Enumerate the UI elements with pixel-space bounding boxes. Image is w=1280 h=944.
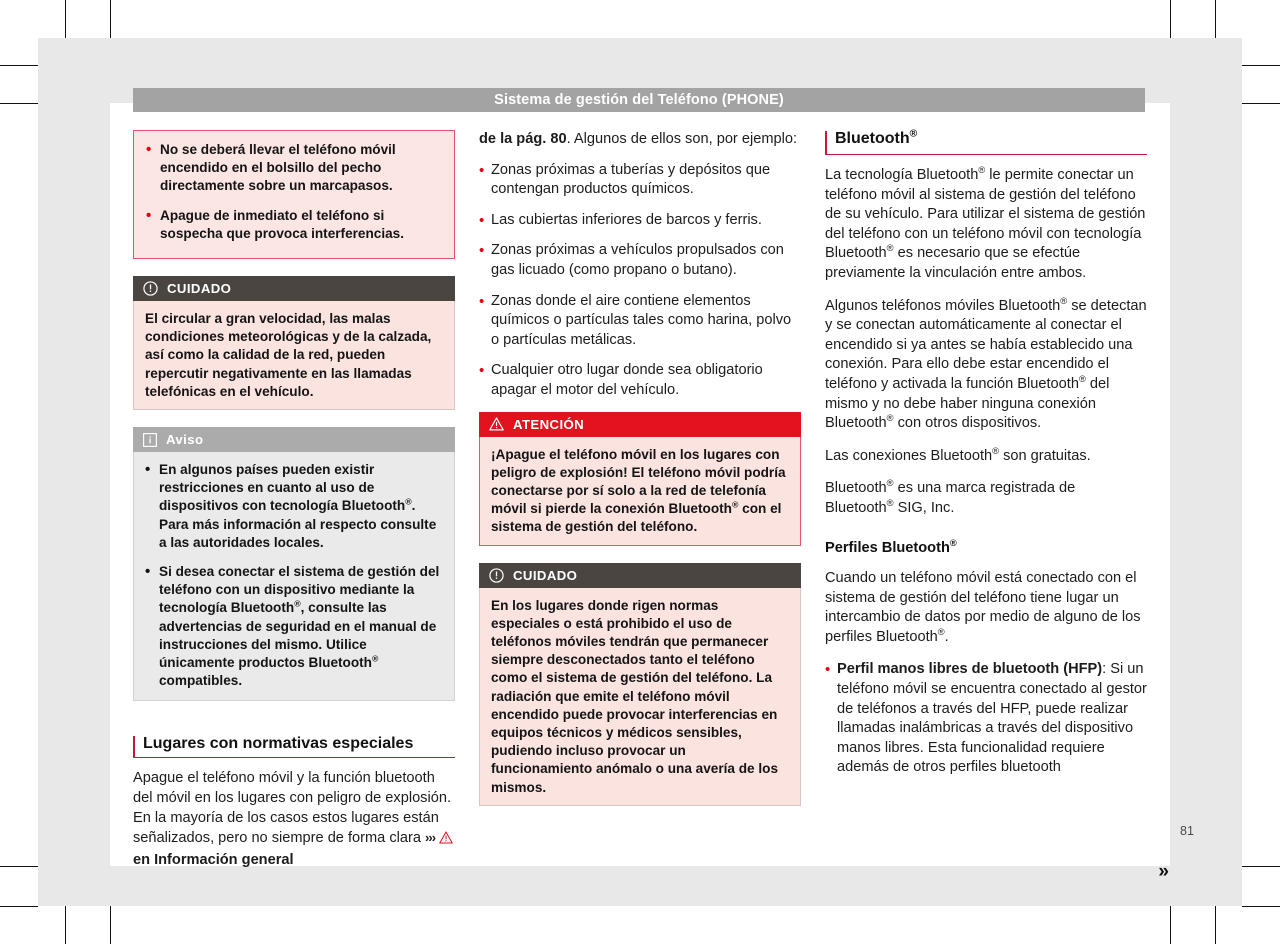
attention-triangle-icon: [489, 417, 504, 431]
subheading-bluetooth-profiles: [825, 539, 1147, 559]
bluetooth-paragraph: La tecnología Bluetooth® le permite conectar un teléfono móvil al sistema de gestión del teléfono de su vehículo. Para utilizar el sistema de gestión del teléfono con un teléfono móvil con tecnología Bluetooth® es necesario que se efectúe previamente la vinculación entre ambos.: [825, 165, 1146, 281]
list-item: • Zonas próximas a vehículos propulsados con gas licuado (como propano o butano).: [479, 241, 801, 280]
registered-mark: ®: [731, 499, 739, 510]
section-body-tail: en Información general: [133, 851, 294, 868]
registered-mark: ®: [909, 128, 918, 140]
crop-mark-top-right2-v: [1170, 0, 1171, 38]
caution-box-body: [133, 301, 455, 410]
attention-box-title: ATENCIÓN: [513, 416, 585, 432]
list-item: • Zonas próximas a tuberías y depósitos que contengan productos químicos.: [479, 161, 801, 200]
section-body-special-places: [133, 769, 455, 870]
notice-item: • Si desea conectar el sistema de gestión del teléfono con un dispositivo mediante la tecnología Bluetooth®, consulte las advertencias de seguridad en el manual de instrucciones del mismo. Utilice únicamente productos Bluetooth® compatibles.: [145, 563, 443, 690]
subheading-text: Perfiles Bluetooth: [825, 539, 950, 556]
running-header: [133, 88, 1145, 112]
crop-mark-bottom-right-h: [1242, 906, 1280, 907]
profile-name: Perfil manos libres de bluetooth (HFP): [837, 661, 1103, 678]
registered-mark: ®: [949, 537, 957, 548]
caution-box-special-rules: [479, 563, 801, 806]
warning-item: • Apague de inmediato el teléfono si sospecha que provoca interferencias.: [146, 207, 442, 243]
attention-box-body: [479, 437, 801, 546]
crop-mark-top-right-v: [1215, 0, 1216, 38]
section-heading-text: Bluetooth: [835, 130, 910, 147]
profiles-paragraph: Cuando un teléfono móvil está conectado con el sistema de gestión del teléfono tiene lugar un intercambio de datos por medio de alguno de los perfiles Bluetooth®.: [825, 570, 1141, 645]
caution-box-text: El circular a gran velocidad, las malas condiciones meteorológicas y de la calzada, así como la calidad de la red, pueden repercutir negativamente en las llamadas telefónicas en el vehículo.: [145, 311, 432, 399]
caution-icon: [489, 568, 504, 583]
attention-box-text-b: con el sistema de gestión del teléfono.: [491, 501, 782, 535]
crop-mark-bottom-left2-h: [0, 866, 38, 867]
continued-lead-rest: . Algunos de ellos son, por ejemplo:: [566, 131, 798, 147]
caution-box-text: En los lugares donde rigen normas especiales o está prohibido el uso de teléfonos móviles tendrán que permanecer siempre desconectados tanto el teléfono como el sistema de gestión del teléfono. La radiación que emite el teléfono móvil encendido puede provocar interferencias en equipos técnicos y médicos sensibles, pudiendo incluso provocar un funcionamiento anómalo o una avería de los mismos.: [491, 597, 779, 795]
crop-mark-top-right2-h: [1242, 103, 1280, 104]
reference-arrows-icon: ›››: [425, 830, 436, 846]
crop-mark-bottom-right2-h: [1242, 866, 1280, 867]
section-heading-label: Lugares con normativas especiales: [143, 735, 414, 753]
caution-box-title: CUIDADO: [513, 567, 578, 583]
warning-item: • No se deberá llevar el teléfono móvil encendido en el bolsillo del pecho directamente sobre un marcapasos.: [146, 141, 442, 196]
caution-box-speed: [133, 276, 455, 410]
column-1: [133, 130, 455, 883]
attention-triangle-icon: [439, 831, 453, 851]
caution-box-body: [479, 588, 801, 806]
section-body-lead: Apague el teléfono móvil y la función bluetooth del móvil en los lugares con peligro de explosión. En la mayoría de los casos estos lugares están señalizados, pero no siempre de forma clara: [133, 770, 452, 847]
notice-box-body: [133, 452, 455, 701]
crop-mark-bottom-right-v: [1215, 906, 1216, 944]
caution-box-title: CUIDADO: [167, 281, 232, 297]
notice-item: • En algunos países pueden existir restricciones en cuanto al uso de dispositivos con tecnología Bluetooth®. Para más información al respecto consulte a las autoridades locales.: [145, 461, 443, 552]
content-columns: [133, 128, 1169, 883]
crop-mark-bottom-left-v: [65, 906, 66, 944]
crop-mark-bottom-left2-v: [110, 906, 111, 944]
crop-mark-top-right-h: [1242, 65, 1280, 66]
column-3: [825, 128, 1169, 883]
continue-arrow-icon: »: [1158, 861, 1169, 883]
caution-box-header: [133, 276, 455, 301]
crop-mark-bottom-right2-v: [1170, 906, 1171, 944]
list-item: • Las cubiertas inferiores de barcos y ferris.: [479, 211, 801, 231]
continued-lead-paragraph: [479, 130, 801, 150]
bluetooth-paragraph: Algunos teléfonos móviles Bluetooth® se detectan y se conectan automáticamente al conectar el encendido si ya antes se había establecido una conexión. Para ello debe estar encendido el teléfono y activada la función Bluetooth® del mismo y no debe haber ninguna conexión Bluetooth® con otros dispositivos.: [825, 295, 1147, 432]
info-icon: [143, 433, 157, 447]
crop-mark-top-left2-v: [110, 0, 111, 38]
section-heading-special-places: [133, 735, 455, 758]
warning-box-pacemaker: [133, 130, 455, 259]
column-2: [479, 130, 801, 883]
page-title: Sistema de gestión del Teléfono (PHONE): [494, 92, 784, 108]
crop-mark-top-left-h: [0, 65, 38, 66]
crop-mark-top-left-v: [65, 0, 66, 38]
attention-box-header: [479, 412, 801, 437]
bluetooth-paragraph: Las conexiones Bluetooth® son gratuitas.: [825, 445, 1091, 464]
section-heading-label: [835, 130, 917, 147]
section-heading-bluetooth: [825, 130, 1147, 155]
attention-box-explosion: [479, 412, 801, 546]
notice-box-title: Aviso: [166, 432, 204, 448]
attention-box-text: [491, 446, 789, 537]
crop-mark-bottom-left-h: [0, 906, 38, 907]
caution-box-header: [479, 563, 801, 588]
list-item: • Cualquier otro lugar donde sea obligatorio apagar el motor del vehículo.: [479, 361, 801, 400]
caution-icon: [143, 281, 158, 296]
crop-mark-top-left2-h: [0, 103, 38, 104]
notice-box-header: [133, 427, 455, 452]
page-number: 81: [1180, 824, 1194, 838]
bluetooth-paragraph: Bluetooth® es una marca registrada de Bluetooth® SIG, Inc.: [825, 478, 1076, 516]
list-item: • Zonas donde el aire contiene elementos químicos o partículas tales como harina, polvo o partículas metálicas.: [479, 292, 801, 351]
attention-box-text-a: ¡Apague el teléfono móvil en los lugares con peligro de explosión! El teléfono móvil podría conectarse por sí solo a la red de telefonía móvil si pierde la conexión Bluetooth: [491, 446, 786, 517]
page-reference: de la pág. 80: [479, 131, 567, 147]
profile-description: : Si un teléfono móvil se encuentra conectado al gestor de teléfonos a través del HFP, puede realizar llamadas inalámbricas a través del dispositivo manos libres. Esta funcionalidad requiere además de otros perfiles bluetooth: [837, 661, 1147, 776]
list-item-hfp-profile: [825, 660, 1147, 778]
notice-box-bluetooth: [133, 427, 455, 701]
